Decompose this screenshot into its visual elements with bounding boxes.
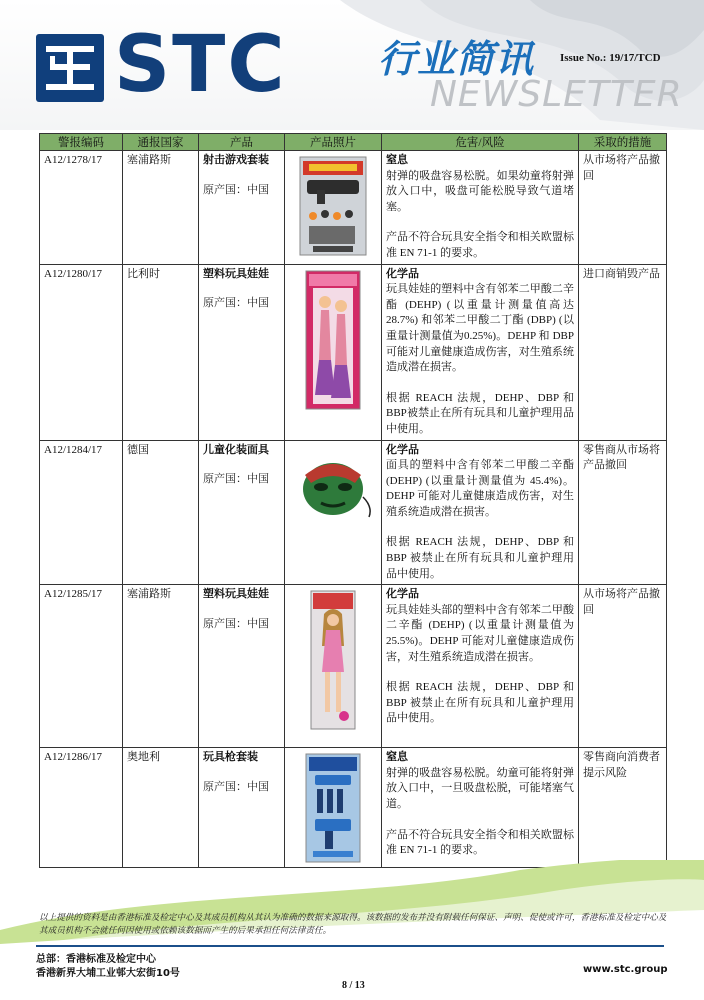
website-link[interactable]: www.stc.group — [583, 964, 668, 975]
alerts-table — [39, 133, 667, 868]
alert-code: A12/1280/17 — [40, 264, 123, 440]
photo-cell — [285, 440, 382, 585]
product-cell — [199, 151, 285, 265]
product-cell — [199, 748, 285, 868]
hazard-description: 面具的塑料中含有邻苯二甲酸二辛酯 (DEHP) (以重量计测量值为 45.4%)。DEHP 可能对儿童健康造成伤害，对生殖系统造成潜在损害。 — [386, 459, 574, 518]
brand-name: STC — [114, 20, 287, 110]
newsletter-title-en: NEWSLETTER — [430, 74, 683, 115]
disclaimer-text: 以上提供的资料是由香港标准及检定中心及其成员机构从其认为准确的数据来源取得。该数据的发布并没有附载任何保证、声明、促使或许可，香港标准及检定中心及其成员机构不会就任何因使用或依赖该数据而产生的后果承担任何法律责任。 — [39, 913, 667, 936]
hazard-regulation: 根据 REACH 法规，DEHP、DBP 和 BBP 被禁止在所有玩具和儿童护理用品中使用。 — [386, 536, 574, 580]
notifying-country: 塞浦路斯 — [123, 585, 199, 748]
newsletter-title-cn: 行业简讯 — [378, 37, 535, 81]
hazard-regulation: 根据 REACH 法规，DEHP、DBP 和 BBP 被禁止在所有玩具和儿童护理用品中使用。 — [386, 681, 574, 725]
product-origin: 原产国：中国 — [203, 183, 269, 196]
column-header-hazard: 危害/风险 — [382, 134, 579, 151]
alert-code: A12/1285/17 — [40, 585, 123, 748]
hazard-description: 玩具娃娃头部的塑料中含有邻苯二甲酸二辛酯 (DEHP) (以重量计测量值为25.5%)。DEHP 可能对儿童健康造成伤害，对生殖系统造成潜在损害。 — [386, 603, 574, 663]
hazard-description: 射弹的吸盘容易松脱。幼童可能将射弹放入口中，一旦吸盘松脱，可能堵塞气道。 — [386, 766, 574, 811]
hazard-regulation: 产品不符合玩具安全指令和相关欧盟标准 EN 71-1 的要求。 — [386, 231, 574, 259]
product-cell — [199, 264, 285, 440]
column-header-product: 产品 — [199, 134, 285, 151]
column-header-photo: 产品照片 — [285, 134, 382, 151]
table-row — [40, 264, 667, 440]
photo-cell — [285, 151, 382, 265]
stc-logo-mark — [36, 34, 104, 102]
product-name: 射击游戏套装 — [203, 154, 269, 166]
table-row — [40, 585, 667, 748]
hazard-cell — [382, 748, 579, 868]
photo-cell — [285, 748, 382, 868]
product-origin: 原产国：中国 — [203, 473, 269, 486]
hazard-description: 射弹的吸盘容易松脱。如果幼童将射弹放入口中，吸盘可能松脱导致气道堵塞。 — [386, 169, 574, 213]
product-origin: 原产国：中国 — [203, 780, 269, 793]
hazard-regulation: 产品不符合玩具安全指令和相关欧盟标准 EN 71-1 的要求。 — [386, 828, 574, 857]
page-number: 8 / 13 — [342, 980, 365, 991]
measure-taken: 从市场将产品撤回 — [579, 585, 667, 748]
notifying-country: 奥地利 — [123, 748, 199, 868]
measure-taken: 零售商向消费者提示风险 — [579, 748, 667, 868]
alert-code: A12/1286/17 — [40, 748, 123, 868]
shooting-game-set-photo — [299, 156, 367, 256]
notifying-country: 德国 — [123, 440, 199, 585]
measure-taken: 零售商从市场将产品撤回 — [579, 440, 667, 585]
issue-number: Issue No.: 19/17/TCD — [560, 52, 661, 64]
notifying-country: 塞浦路斯 — [123, 151, 199, 265]
product-name: 塑料玩具娃娃 — [203, 267, 269, 280]
toy-gun-set-photo — [305, 753, 361, 863]
product-cell — [199, 585, 285, 748]
product-name: 塑料玩具娃娃 — [203, 588, 269, 601]
product-name: 儿童化装面具 — [203, 443, 269, 456]
product-origin: 原产国：中国 — [203, 617, 269, 630]
table-row — [40, 440, 667, 585]
hazard-title: 化学品 — [386, 267, 419, 280]
hazard-cell — [382, 440, 579, 585]
hazard-cell — [382, 585, 579, 748]
product-name: 玩具枪套装 — [203, 751, 258, 764]
hazard-cell — [382, 151, 579, 265]
alert-code: A12/1278/17 — [40, 151, 123, 265]
fashion-doll-photo — [310, 590, 356, 730]
measure-taken: 进口商销毁产品 — [579, 264, 667, 440]
notifying-country: 比利时 — [123, 264, 199, 440]
costume-mask-photo — [291, 457, 375, 521]
table-row — [40, 151, 667, 265]
hazard-title: 化学品 — [386, 443, 419, 456]
photo-cell — [285, 264, 382, 440]
hazard-description: 玩具娃娃的塑料中含有邻苯二甲酸二辛酯 (DEHP) (以重量计测量值高达 28.7%) 和邻苯二甲酸二丁酯 (DBP) (以重量计测量值为0.25%)。DEHP 和 DBP 可能对儿童健康造成伤害，对生殖系统造成潜在损害。 — [386, 283, 574, 374]
stc-logo-icon — [36, 34, 104, 102]
product-cell — [199, 440, 285, 585]
hazard-cell — [382, 264, 579, 440]
hazard-regulation: 根据 REACH 法规，DEHP、DBP 和 BBP被禁止在所有玩具和儿童护理用品中使用。 — [386, 391, 574, 435]
footer-divider — [36, 945, 664, 947]
hazard-title: 窒息 — [386, 154, 408, 166]
column-header-measure: 采取的措施 — [579, 134, 667, 151]
column-header-code: 警报编码 — [40, 134, 123, 151]
hazard-title: 化学品 — [386, 588, 419, 601]
headquarters-address: 香港新界大埔工业邨大宏街10号 — [36, 968, 180, 979]
table-row — [40, 748, 667, 868]
product-origin: 原产国：中国 — [203, 297, 269, 310]
photo-cell — [285, 585, 382, 748]
column-header-country: 通报国家 — [123, 134, 199, 151]
measure-taken: 从市场将产品撤回 — [579, 151, 667, 265]
page-header — [0, 0, 704, 130]
table-header-row — [40, 134, 667, 151]
headquarters-name: 总部：香港标准及检定中心 — [36, 954, 156, 965]
alert-code: A12/1284/17 — [40, 440, 123, 585]
hazard-title: 窒息 — [386, 751, 408, 764]
mermaid-doll-photo — [305, 270, 361, 410]
